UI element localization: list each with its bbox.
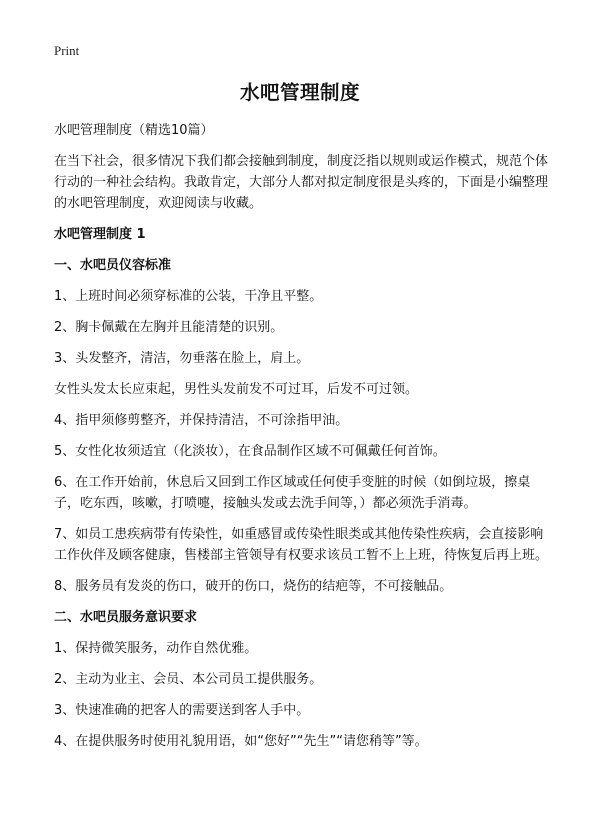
print-link[interactable]: Print	[54, 43, 80, 58]
list-item: 3、头发整齐，清洁，勿垂落在脸上，肩上。	[54, 351, 310, 366]
section-heading-service: 二、水吧员服务意识要求	[54, 610, 198, 625]
document-body	[54, 120, 554, 762]
list-item: 1、上班时间必须穿标准的公装，干净且平整。	[54, 289, 323, 304]
list-item: 4、指甲须修剪整齐，并保持清洁，不可涂指甲油。	[54, 413, 349, 428]
list-item: 2、主动为业主、会员、本公司员工提供服务。	[54, 672, 323, 687]
list-item: 女性头发太长应束起，男性头发前发不可过耳，后发不可过领。	[54, 382, 419, 397]
list-item: 1、保持微笑服务，动作自然优雅。	[54, 641, 258, 656]
list-item: 5、女性化妆须适宜（化淡妆），在食品制作区域不可佩戴任何首饰。	[54, 444, 446, 459]
list-item: 8、服务员有发炎的伤口，破开的伤口，烧伤的结疤等，不可接触品。	[54, 579, 453, 594]
document-subtitle: 水吧管理制度（精选10篇）	[54, 123, 214, 138]
list-item: 3、快速准确的把客人的需要送到客人手中。	[54, 703, 310, 718]
article-heading: 水吧管理制度 1	[54, 227, 146, 242]
list-item: 2、胸卡佩戴在左胸并且能清楚的识别。	[54, 320, 284, 335]
document-title: 水吧管理制度	[239, 81, 360, 104]
list-item: 7、如员工患疾病带有传染性，如重感冒或传染性眼类或其他传染性疾病，会直接影响工作伙伴及顾客健康，售楼部主管领导有权要求该员工暂不上上班，待恢复后再上班。	[54, 527, 549, 563]
section-heading-grooming: 一、水吧员仪容标准	[54, 258, 172, 273]
intro-paragraph: 在当下社会，很多情况下我们都会接触到制度，制度泛指以规则或运作模式，规范个体行动的一种社会结构。我敢肯定，大部分人都对拟定制度很是头疼的，下面是小编整理的水吧管理制度，欢迎阅读与收藏。	[54, 154, 549, 211]
list-item: 4、在提供服务时使用礼貌用语，如“您好”“先生”“请您稍等”等。	[54, 734, 428, 749]
list-item: 6、在工作开始前，休息后又回到工作区域或任何使手变脏的时候（如倒垃圾，擦桌子，吃东西，咳嗽，打喷嚏，接触头发或去洗手间等，）都必须洗手消毒。	[54, 475, 531, 511]
